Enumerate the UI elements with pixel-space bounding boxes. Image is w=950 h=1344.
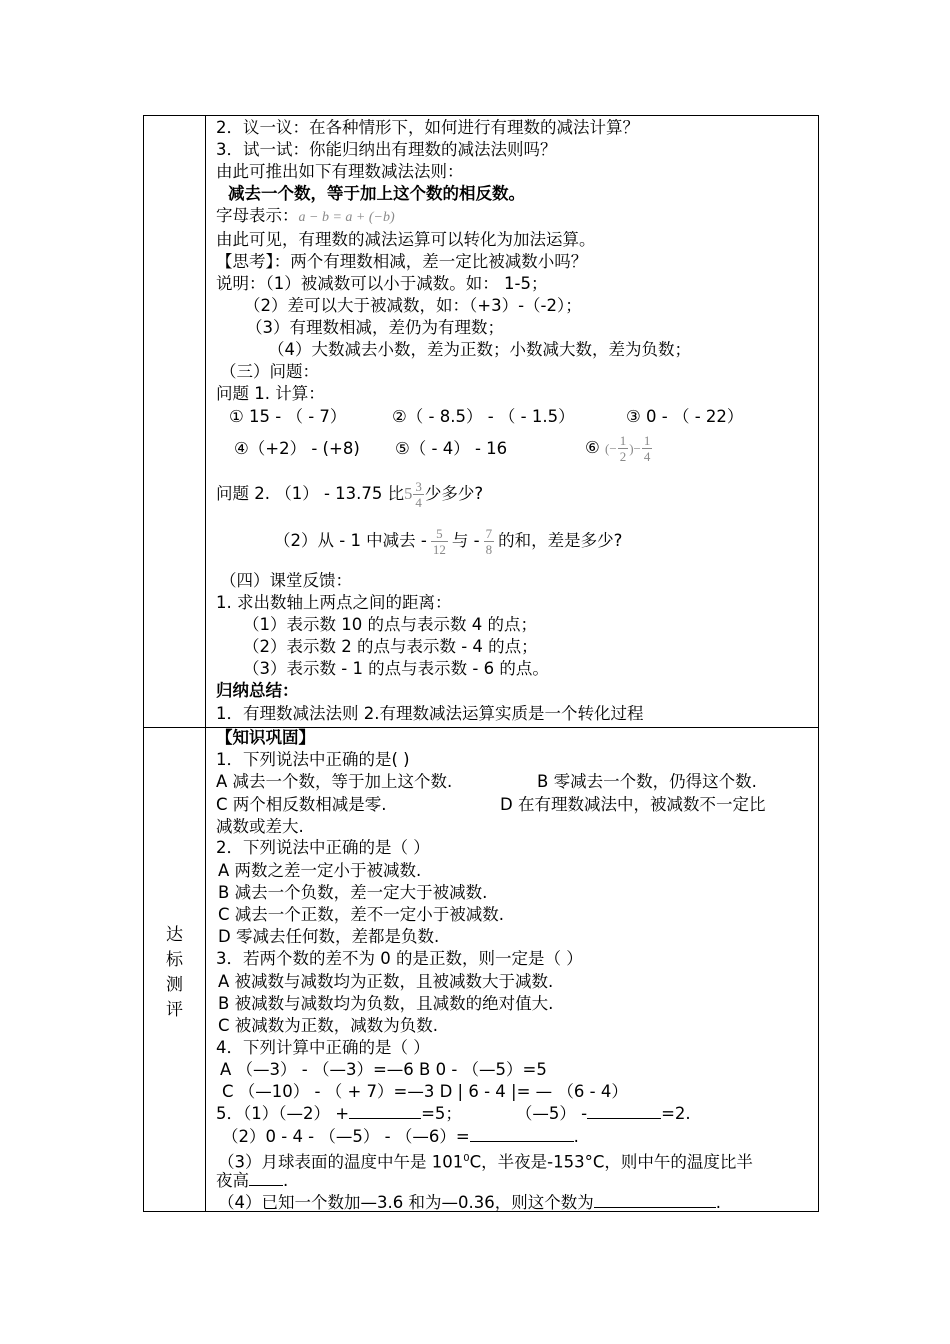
conversion-line: 由此可见，有理数的减法运算可以转化为加法运算。 bbox=[216, 230, 596, 249]
answer-blank[interactable] bbox=[594, 1192, 716, 1208]
exercise-5-2: （2）0 - 4 - （—5） - （—6）= . bbox=[222, 1127, 579, 1146]
exercise-4-options-cd: C （—10） - （ + 7）=—3 D | 6 - 4 |= — （6 - 4） bbox=[222, 1082, 628, 1101]
exercise-1-option-d-cont: 减数或差大. bbox=[216, 817, 304, 836]
column-divider bbox=[205, 116, 206, 1211]
exercise-4: 4．下列计算中正确的是（ ） bbox=[216, 1038, 430, 1057]
exercise-3: 3．若两个数的差不为 0 的是正数，则一定是（ ） bbox=[216, 949, 583, 968]
exercise-5-3: （3）月球表面的温度中午是 $101^0C$，半夜是-153°C，则中午的温度比半 bbox=[218, 1152, 753, 1172]
side-char: 标 bbox=[166, 950, 183, 970]
letter-formula: a − b = a + (−b) bbox=[298, 210, 395, 225]
exercise-4-options-ab: A （—3） - （—3）=—6 B 0 - （—5）=5 bbox=[220, 1060, 547, 1079]
exercise-1-option-c: C 两个相反数相减是零. bbox=[216, 795, 387, 814]
summary-title: 归纳总结： bbox=[216, 681, 299, 700]
side-char: 评 bbox=[166, 1000, 183, 1020]
calc6-mid: )− bbox=[629, 441, 641, 456]
exercise-5-1: 5．（1）（—2） + =5； （—5） - =2. bbox=[216, 1104, 691, 1123]
problem-1-title: 问题 1. 计算： bbox=[216, 384, 325, 403]
note-3: （3）有理数相减，差仍为有理数； bbox=[246, 318, 504, 337]
discuss-line: 2．议一议：在各种情形下，如何进行有理数的减法计算？ bbox=[216, 118, 639, 137]
exercise-5-3-cont: 夜高 . bbox=[216, 1171, 289, 1190]
fraction: $\frac{3}{4}$ bbox=[415, 479, 422, 510]
exercise-2-option-a: A 两数之差一定小于被减数. bbox=[218, 861, 422, 880]
exercise-3-option-a: A 被减数与减数均为正数，且被减数大于减数. bbox=[218, 972, 554, 991]
calc-item-1: ① 15 - （ - 7） bbox=[229, 407, 347, 426]
feedback-q1: 1. 求出数轴上两点之间的距离： bbox=[216, 593, 452, 612]
think-line: 【思考】：两个有理数相减，差一定比被减数小吗？ bbox=[216, 252, 588, 271]
side-char: 达 bbox=[166, 925, 183, 945]
fraction: $\frac{5}{12}$ bbox=[432, 526, 446, 557]
calc-item-2: ②（ - 8.5） - （ - 1.5） bbox=[392, 407, 575, 426]
calc-item-3: ③ 0 - （ - 22） bbox=[626, 407, 744, 426]
mixed-whole: 5 bbox=[404, 484, 413, 503]
problem-2-part-1: 问题 2. （1） - 13.75 比5 $\frac{3}{4}$ 少多少? bbox=[216, 479, 484, 510]
exercise-2-option-c: C 减去一个正数，差不一定小于被减数. bbox=[218, 905, 505, 924]
exercise-1-option-a: A 减去一个数，等于加上这个数. bbox=[216, 772, 453, 791]
exercise-1-option-b: B 零减去一个数，仍得这个数. bbox=[537, 772, 757, 791]
exercise-2-option-b: B 减去一个负数，差一定大于被减数. bbox=[218, 883, 488, 902]
note-1: 说明：（1）被减数可以小于减数。如： 1-5； bbox=[216, 274, 548, 293]
answer-blank[interactable] bbox=[349, 1103, 421, 1119]
derive-line: 由此可推出如下有理数减法法则： bbox=[216, 162, 464, 181]
side-label bbox=[144, 923, 205, 1023]
feedback-q1-3: （3）表示数 - 1 的点与表示数 - 6 的点。 bbox=[243, 659, 549, 678]
exercise-5-4: （4）已知一个数加—3.6 和为—0.36，则这个数为 . bbox=[218, 1193, 721, 1212]
summary-text: 1．有理数减法法则 2.有理数减法运算实质是一个转化过程 bbox=[216, 704, 644, 723]
subtraction-rule: 减去一个数，等于加上这个数的相反数。 bbox=[228, 184, 525, 203]
exercise-1-option-d: D 在有理数减法中，被减数不一定比 bbox=[500, 795, 766, 814]
calc-item-6 bbox=[585, 428, 653, 469]
answer-blank[interactable] bbox=[587, 1103, 661, 1119]
note-2: （2）差可以大于被减数，如：（+3）-（-2）； bbox=[244, 296, 582, 315]
calc6-label: ⑥ bbox=[585, 438, 600, 457]
note-4: （4）大数减去小数，差为正数；小数减大数，差为负数； bbox=[268, 340, 691, 359]
answer-blank[interactable] bbox=[470, 1126, 574, 1142]
side-char: 测 bbox=[166, 975, 183, 995]
exercise-1: 1．下列说法中正确的是( ) bbox=[216, 750, 410, 769]
calc-item-5: ⑤（ - 4） - 16 bbox=[395, 439, 508, 458]
fraction: $\frac{1}{4}$ bbox=[643, 433, 651, 464]
fraction: $\frac{1}{2}$ bbox=[619, 433, 627, 464]
exercise-3-option-b: B 被减数与减数均为负数，且减数的绝对值大. bbox=[218, 994, 554, 1013]
problem-2-part-2: （2）从 - 1 中减去 - $\frac{5}{12}$ 与 - $\frac{7}{8}$ 的和，差是多少? bbox=[274, 526, 623, 557]
calc6-open: (− bbox=[605, 441, 617, 456]
answer-blank[interactable] bbox=[249, 1170, 283, 1186]
consolidation-title: 【知识巩固】 bbox=[216, 728, 315, 747]
feedback-q1-1: （1）表示数 10 的点与表示数 4 的点； bbox=[243, 615, 537, 634]
letter-label: 字母表示： bbox=[216, 206, 299, 225]
exercise-2-option-d: D 零减去任何数，差都是负数. bbox=[218, 927, 440, 946]
fraction: $\frac{7}{8}$ bbox=[485, 526, 493, 557]
feedback-q1-2: （2）表示数 2 的点与表示数 - 4 的点； bbox=[243, 637, 538, 656]
letter-representation bbox=[216, 205, 395, 229]
exercise-2: 2．下列说法中正确的是（ ） bbox=[216, 838, 430, 857]
section-problems: （三）问题： bbox=[220, 362, 319, 381]
section-feedback: （四）课堂反馈： bbox=[220, 571, 352, 590]
try-line: 3．试一试：你能归纳出有理数的减法法则吗？ bbox=[216, 140, 557, 159]
calc-item-4: ④（+2） - (+8) bbox=[234, 439, 360, 458]
exercise-3-option-c: C 被减数为正数，减数为负数. bbox=[218, 1016, 439, 1035]
